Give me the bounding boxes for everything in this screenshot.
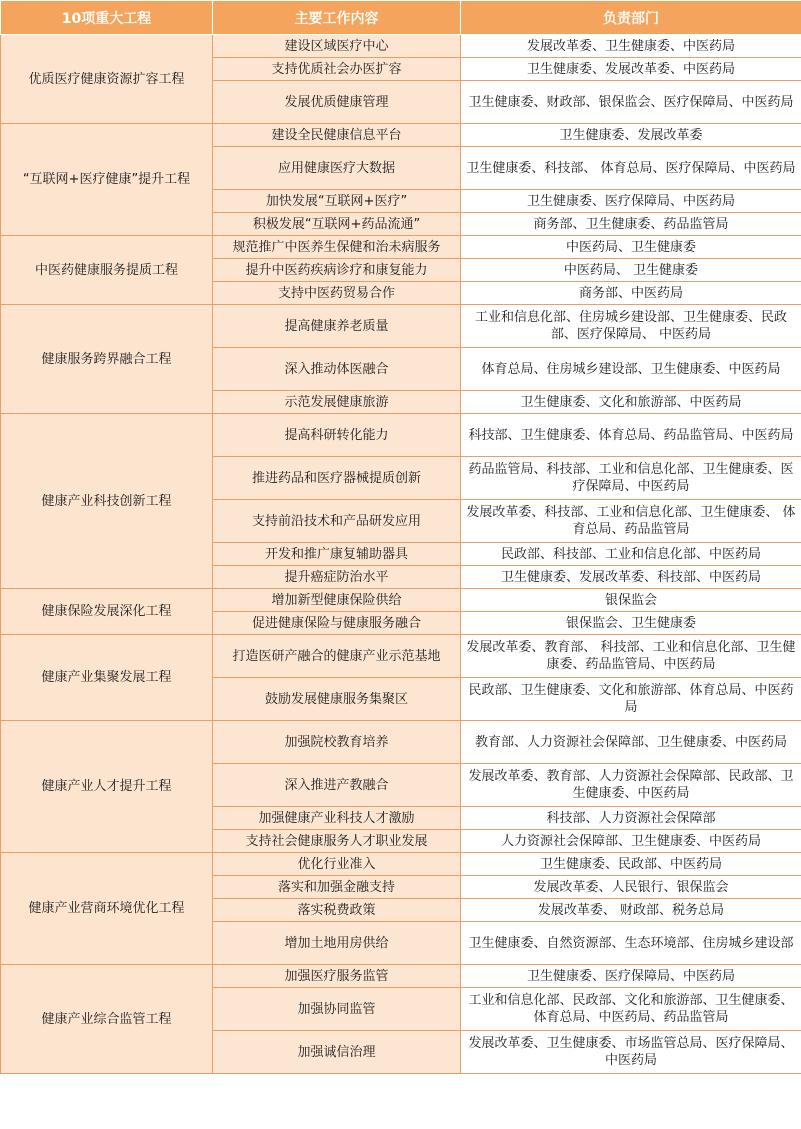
- work-content-cell: 深入推进产教融合: [213, 764, 461, 807]
- department-cell: 卫生健康委、医疗保障局、中医药局: [461, 965, 801, 988]
- work-content-cell: 应用健康医疗大数据: [213, 147, 461, 190]
- department-cell: 发展改革委、卫生健康委、中医药局: [461, 35, 801, 58]
- department-cell: 卫生健康委、财政部、银保监会、医疗保障局、中医药局: [461, 81, 801, 124]
- work-content-cell: 加强诚信治理: [213, 1031, 461, 1074]
- department-cell: 卫生健康委、科技部、 体育总局、医疗保障局、中医药局: [461, 147, 801, 190]
- header-row: [1, 1, 801, 35]
- department-cell: 商务部、中医药局: [461, 282, 801, 305]
- table-row: [1, 635, 801, 678]
- department-cell: 卫生健康委、发展改革委、科技部、中医药局: [461, 566, 801, 589]
- department-cell: 工业和信息化部、民政部、文化和旅游部、卫生健康委、体育总局、中医药局、药品监管局: [461, 988, 801, 1031]
- work-content-cell: 推进药品和医疗器械提质创新: [213, 457, 461, 500]
- work-content-cell: 提升中医药疾病诊疗和康复能力: [213, 259, 461, 282]
- work-content-cell: 增加新型健康保险供给: [213, 589, 461, 612]
- work-content-cell: 支持中医药贸易合作: [213, 282, 461, 305]
- department-cell: 卫生健康委、自然资源部、生态环境部、住房城乡建设部: [461, 922, 801, 965]
- department-cell: 工业和信息化部、住房城乡建设部、卫生健康委、民政部、医疗保障局、 中医药局: [461, 305, 801, 348]
- project-name-cell: 优质医疗健康资源扩容工程: [1, 35, 213, 124]
- table-row: [1, 124, 801, 147]
- work-content-cell: 加快发展“互联网+医疗”: [213, 190, 461, 213]
- department-cell: 卫生健康委、发展改革委、中医药局: [461, 58, 801, 81]
- project-name-cell: “互联网+医疗健康”提升工程: [1, 124, 213, 236]
- work-content-cell: 开发和推广康复辅助器具: [213, 543, 461, 566]
- department-cell: 商务部、卫生健康委、药品监管局: [461, 213, 801, 236]
- department-cell: 发展改革委、教育部、人力资源社会保障部、民政部、卫生健康委、中医药局: [461, 764, 801, 807]
- department-cell: 银保监会: [461, 589, 801, 612]
- department-cell: 发展改革委、人民银行、银保监会: [461, 876, 801, 899]
- table-row: [1, 589, 801, 612]
- department-cell: 教育部、人力资源社会保障部、卫生健康委、中医药局: [461, 721, 801, 764]
- department-cell: 发展改革委、教育部、 科技部、工业和信息化部、卫生健康委、药品监管局、中医药局: [461, 635, 801, 678]
- table-row: [1, 965, 801, 988]
- work-content-cell: 发展优质健康管理: [213, 81, 461, 124]
- project-name-cell: 健康保险发展深化工程: [1, 589, 213, 635]
- work-content-cell: 示范发展健康旅游: [213, 391, 461, 414]
- project-name-cell: 健康产业科技创新工程: [1, 414, 213, 589]
- work-content-cell: 建设区域医疗中心: [213, 35, 461, 58]
- work-content-cell: 支持优质社会办医扩容: [213, 58, 461, 81]
- header-work-content: 主要工作内容: [213, 1, 461, 35]
- table-row: [1, 35, 801, 58]
- work-content-cell: 促进健康保险与健康服务融合: [213, 612, 461, 635]
- department-cell: 卫生健康委、发展改革委: [461, 124, 801, 147]
- project-name-cell: 健康产业营商环境优化工程: [1, 853, 213, 965]
- project-name-cell: 健康服务跨界融合工程: [1, 305, 213, 414]
- project-name-cell: 健康产业集聚发展工程: [1, 635, 213, 721]
- department-cell: 科技部、卫生健康委、体育总局、药品监管局、中医药局: [461, 414, 801, 457]
- work-content-cell: 落实和加强金融支持: [213, 876, 461, 899]
- department-cell: 中医药局、 卫生健康委: [461, 259, 801, 282]
- department-cell: 科技部、人力资源社会保障部: [461, 807, 801, 830]
- department-cell: 人力资源社会保障部、卫生健康委、中医药局: [461, 830, 801, 853]
- department-cell: 银保监会、卫生健康委: [461, 612, 801, 635]
- work-content-cell: 支持社会健康服务人才职业发展: [213, 830, 461, 853]
- department-cell: 卫生健康委、文化和旅游部、中医药局: [461, 391, 801, 414]
- department-cell: 体育总局、住房城乡建设部、卫生健康委、中医药局: [461, 348, 801, 391]
- project-name-cell: 健康产业综合监管工程: [1, 965, 213, 1074]
- work-content-cell: 加强健康产业科技人才激励: [213, 807, 461, 830]
- project-name-cell: 中医药健康服务提质工程: [1, 236, 213, 305]
- table-row: [1, 414, 801, 457]
- department-cell: 卫生健康委、民政部、中医药局: [461, 853, 801, 876]
- table-row: [1, 721, 801, 764]
- department-cell: 民政部、科技部、工业和信息化部、中医药局: [461, 543, 801, 566]
- department-cell: 民政部、卫生健康委、文化和旅游部、体育总局、中医药局: [461, 678, 801, 721]
- work-content-cell: 建设全民健康信息平台: [213, 124, 461, 147]
- work-content-cell: 提高健康养老质量: [213, 305, 461, 348]
- work-content-cell: 深入推动体医融合: [213, 348, 461, 391]
- work-content-cell: 规范推广中医养生保健和治未病服务: [213, 236, 461, 259]
- table-body: [1, 35, 801, 1074]
- work-content-cell: 增加土地用房供给: [213, 922, 461, 965]
- project-name-cell: 健康产业人才提升工程: [1, 721, 213, 853]
- department-cell: 药品监管局、科技部、工业和信息化部、卫生健康委、医疗保障局、中医药局: [461, 457, 801, 500]
- work-content-cell: 积极发展“互联网+药品流通”: [213, 213, 461, 236]
- work-content-cell: 加强医疗服务监管: [213, 965, 461, 988]
- department-cell: 中医药局、卫生健康委: [461, 236, 801, 259]
- department-cell: 卫生健康委、医疗保障局、中医药局: [461, 190, 801, 213]
- table-row: [1, 305, 801, 348]
- table-row: [1, 853, 801, 876]
- department-cell: 发展改革委、科技部、工业和信息化部、卫生健康委、 体育总局、药品监管局: [461, 500, 801, 543]
- work-content-cell: 落实税费政策: [213, 899, 461, 922]
- work-content-cell: 提升癌症防治水平: [213, 566, 461, 589]
- work-content-cell: 加强院校教育培养: [213, 721, 461, 764]
- header-project: 10项重大工程: [1, 1, 213, 35]
- work-content-cell: 加强协同监管: [213, 988, 461, 1031]
- work-content-cell: 支持前沿技术和产品研发应用: [213, 500, 461, 543]
- department-cell: 发展改革委、 财政部、税务总局: [461, 899, 801, 922]
- table-row: [1, 236, 801, 259]
- work-content-cell: 优化行业准入: [213, 853, 461, 876]
- work-content-cell: 鼓励发展健康服务集聚区: [213, 678, 461, 721]
- work-content-cell: 提高科研转化能力: [213, 414, 461, 457]
- work-content-cell: 打造医研产融合的健康产业示范基地: [213, 635, 461, 678]
- header-department: 负责部门: [461, 1, 801, 35]
- department-cell: 发展改革委、卫生健康委、市场监管总局、医疗保障局、中医药局: [461, 1031, 801, 1074]
